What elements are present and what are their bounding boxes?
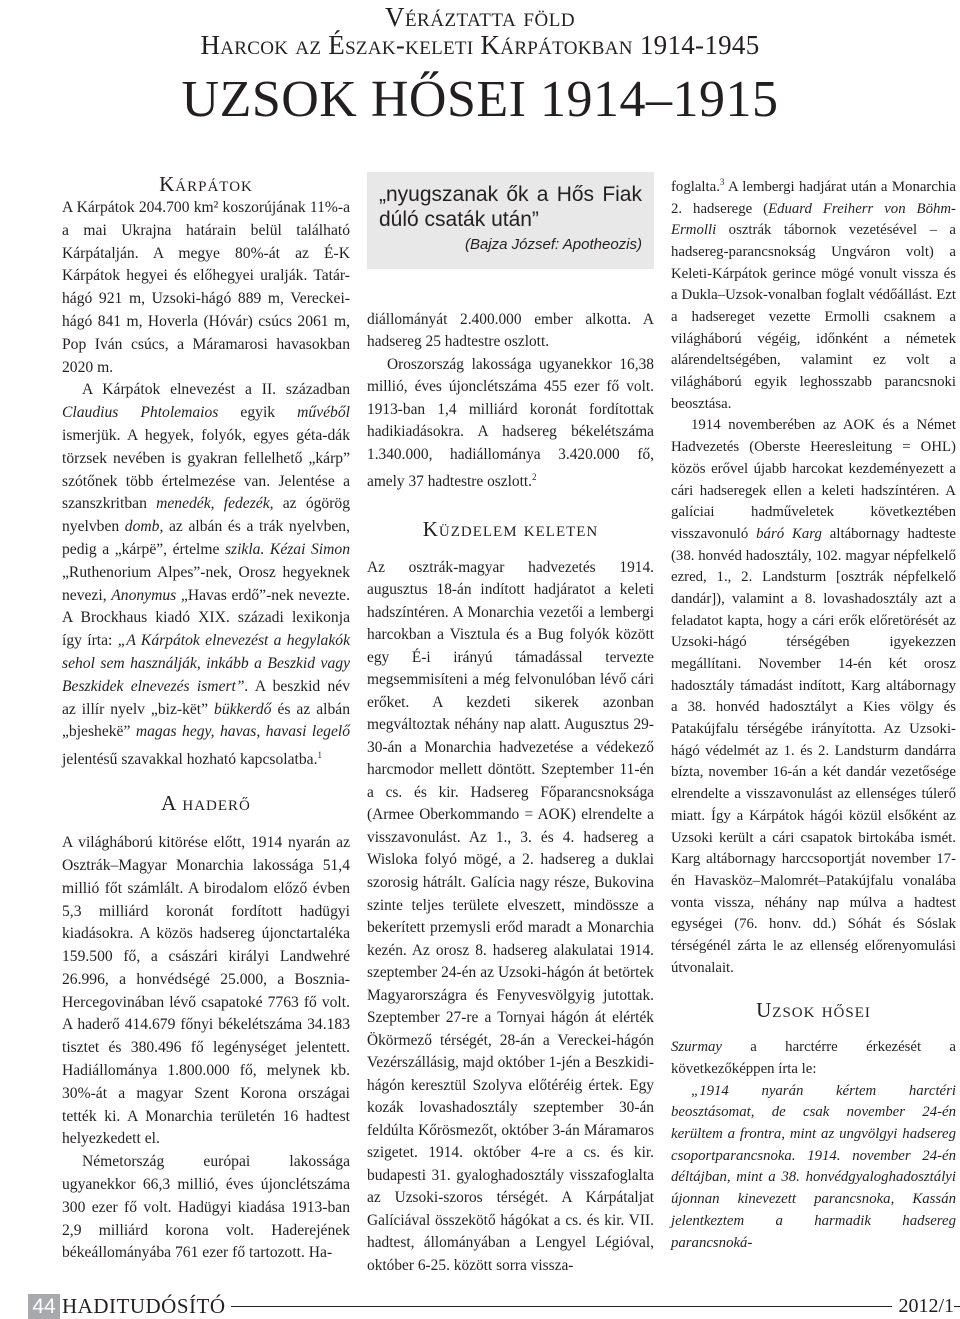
column-1 — [62, 172, 350, 1265]
lexicon-quote: „A Kárpátok elnevezést a hegylakók sehol sem használják, inkább a Beszkid vagy Beszkidek elnevezés ismert”. — [62, 632, 350, 695]
name-italic: Eduard Freiherr von Böhm-Ermolli — [671, 200, 956, 239]
paragraph: 1914 novemberében az AOK és a Német Hadvezetés (Oberste Heeresleitung = OHL) közös erővel újabb harcokat kezdeményezett a cári hadseregek ellen a keleti hadszíntéren. A galíciai hadműveletek következtében visszavonuló báró Karg altábornagy hadteste (38. honvéd hadosztály, 102. magyar népfelkelő ezred, 1., 2. Landsturm [osztrák népfelkelő dandár]), valamint a 8. lovashadosztály azt a feladatot kapta, hogy a cári erők előretörését az Uzsoki-hágó térségében igyekezzen megállítani. November 14-én két orosz hadosztály támadást indított, Karg altábornagy a 38. honvéd hadosztályt a Kies völgy és Patakújfalu térségébe irányította. Az Uzsoki-hágó védelmét az 1. és 2. Landsturm dandárra bízta, november 16-án a két dandár vezetősége elrendelte a visszavonulást az ellenséges túlerő miatt. Így a Kárpátok hágói közül elsőként az Uzsoki került a cári csapatok birtokába ismét. Karg altábornagy harccsoportját november 17-én Havasköz–Malomrét–Patakújfalu vonalába vonta vissza, néhány nap múlva a hadtest egységei (76. honv. dd.) Sóhát és Sóslak térségénél zárta le az ellenség előrenyomulási útvonalait. — [671, 417, 956, 976]
name-italic: báró Karg — [756, 525, 822, 542]
column-3 — [671, 172, 956, 1254]
page-footer — [0, 1294, 960, 1319]
page-number: 44 — [28, 1294, 60, 1319]
paragraph: Az osztrák-magyar hadvezetés 1914. augusztus 18-án indított hadjáratot a keleti hadszíntéren. A Monarchia vezetői a lembergi harcokban a Visztula és a Bug folyók között egy É-i irányú támadással tervezte megsemmisíteni a még felvonulóban lévő cári erőket. A kezdeti sikerek azonban megváltoztak néhány nap alatt. Augusztus 29-30-án a Monarchia hadvezetése a védekező harcmodor mellett döntött. Szeptember 11-én a cs. és kir. Hadsereg Főparancsnoksága (Armee Oberkommando = AOK) elrendelte a visszavonulást. Az 1., 3. és 4. hadsereg a Wisloka folyó mögé, a 2. hadsereg a duklai szorosig hátrált. Galícia nagy része, Bukovina szinte teljes területe elveszett, mindössze a bekerített przemysli erőd maradt a Monarchia kezén. Az orosz 8. hadsereg alakulatai 1914. szeptember 24-én az Uzsoki-hágón át betörtek Magyarországra és Fenyvesvölgyig jutottak. Szeptember 27-re a Tornyai hágón át elérték Ökörmező térségét, 28-án a Vereckei-hágón Vezérszállásig, majd október 1-jén a Beszkidi-hágón keresztül Szolyva előtéréig értek. Egy kozák lovashadosztály szeptember 30-án feldúlta Kőrösmezőt, október 3-án Máramaros szigetet. 1914. október 4-re a cs. és kir. budapesti 31. gyaloghadosztály visszafoglalta az Uzsoki-szoros térségét. A Kárpátaljat Galíciával összekötő hágókat a cs. és kir. VII. hadtest, állományában a Lengyel Légióval, október 6-25. között sorra vissza- — [367, 558, 654, 1274]
name-italic: Szurmay — [671, 1039, 722, 1056]
section-heading-uzsok-hosei: Uzsok hősei — [756, 998, 871, 1023]
series-subtitle: Harcok az Észak-keleti Kárpátokban 1914-1945 — [200, 30, 760, 60]
magazine-name: HADITUDÓSÍTÓ — [62, 1294, 231, 1319]
footnote-ref: 3 — [719, 177, 725, 187]
article-title: UZSOK HŐSEI 1914–1915 — [181, 71, 779, 128]
pull-quote — [367, 172, 654, 269]
series-title: Véráztatta föld — [384, 2, 576, 32]
quote-text: „nyugszanak ők a Hős Fiak dúló csaták után” — [379, 183, 642, 231]
paragraph: Szurmay a harctérre érkezését a következőképpen írta le: — [671, 1039, 956, 1078]
paragraph: A Kárpátok 204.700 km² koszorújának 11%-a a mai Ukrajna határain belül található Kárpátalján. A megye 80%-át az É-K Kárpátok hegyei és előhegyei uralják. Tatár-hágó 921 m, Uzsoki-hágó 889 m, Vereckei-hágó 841 m, Hoverla (Hóvár) csúcs 2061 m, Pop Iván csúcs, a Máramarosi havasokban 2020 m. — [62, 199, 350, 376]
memoir-quote: „1914 nyarán kértem harctéri beosztásomat, de csak november 24-én kerültem a frontra, mint az ungvölgyi hadsereg csoportparancsnoka. 1914. november 24-én déltájban, mint a 38. honvédgyaloghadosztályi újonnan kinevezett parancsnoka, Kassán jelentkeztem a harmadik hadsereg parancsnoká- — [671, 1082, 956, 1251]
paragraph: Németország európai lakossága ugyanekkor 66,3 millió, éves újonclétszáma 300 ezer fő volt. Hadügyi kiadása 1913-ban 2,9 milliárd korona volt. Haderejének békeállományába 761 ezer fő tartozott. Ha- — [62, 1153, 350, 1262]
quote-source: (Bajza József: Apotheozis) — [464, 236, 642, 253]
paragraph: diállományát 2.400.000 ember alkotta. A hadsereg 25 hadtestre oszlott. — [367, 310, 654, 351]
name-italic: Claudius Phtolemaios — [62, 404, 219, 422]
column-2 — [367, 172, 654, 1277]
section-heading-hadero: A haderő — [161, 791, 251, 816]
section-heading-kuzdelem: Küzdelem keleten — [422, 516, 599, 541]
footnote-ref: 1 — [317, 750, 322, 761]
paragraph: A világháború kitörése előtt, 1914 nyarán az Osztrák–Magyar Monarchia lakossága 51,4 millió főt számlált. A birodalom előző évben 5,3 milliárd koronát fordított hadügyi kiadásokra. A közös hadsereg újonctartaléka 159.500 fő, a császári királyi Landwehré 26.996, a honvédségé 25.000, a Bosznia-Hercegovinában lévő csapatoké 7763 fő volt. A haderő 414.679 főnyi békelétszáma 34.183 tisztet és 380.496 fő legénységet jelentett. Hadiállománya 1.800.000 fő, melynek kb. 30%-át a magyar Szent Korona országai tették ki. A Monarchia területén 16 hadtest helyezkedett el. — [62, 834, 350, 1148]
issue-number: 2012/1 — [892, 1294, 954, 1319]
footnote-ref: 2 — [531, 472, 537, 483]
paragraph: Oroszország lakossága ugyanekkor 16,38 millió, éves újonclétszáma 455 ezer fő volt. 1913-ban 1,4 milliárd koronát fordítottak hadikiadásokra. A hadsereg békelétszáma 1.340.000, hadiállománya 3.420.000 fő, amely 37 hadtestre oszlott.$^2$ — [367, 355, 654, 491]
paragraph: foglalta.$^3$ A lembergi hadjárat után a Monarchia 2. hadserege (Eduard Freiherr von Böhm-Ermolli osztrák tábornok vezetésével – a hadsereg-parancsnokság Ungváron volt) a Keleti-Kárpátok gerince mögé vonult vissza és a Dukla–Uzsok-vonalban foglalt védőállást. Ezt a hadsereget vezette Ermolli csaknem a világháború végéig, időnként a németek alárendeltségében, valamint ez volt a világháború egyik leghosszabb parancsnoki beosztása. — [671, 177, 956, 412]
section-heading-karpatok: Kárpátok — [159, 172, 253, 196]
paragraph: A Kárpátok elnevezést a II. században Claudius Phtolemaios egyik művéből ismerjük. A hegyek, folyók, egyes géta-dák törzsek nevében is gyakran fellelhető „kárp” szótőnek több értelmezése van. Jelentése a szanszkritban menedék, fedezék, az ógörög nyelvben domb, az albán és a trák nyelvben, pedig a „kárpë”, értelme szikla. Kézai Simon „Ruthenorium Alpes”-nek, Orosz hegyeknek nevezi, Anonymus „Havas erdő”-nek nevezte. A Brockhaus kiadó XIX. századi lexikonja így írta: „A Kárpátok elnevezést a hegylakók sehol sem használják, inkább a Beszkid vagy Beszkidek elnevezés ismert”. A beszkid név az illír nyelv „biz-kët” bükkerdő és az albán „bjeshekë” magas hegy, havas, havasi legelő jelentésű szavakkal hozható kapcsolatba.$^1$ — [62, 381, 351, 769]
